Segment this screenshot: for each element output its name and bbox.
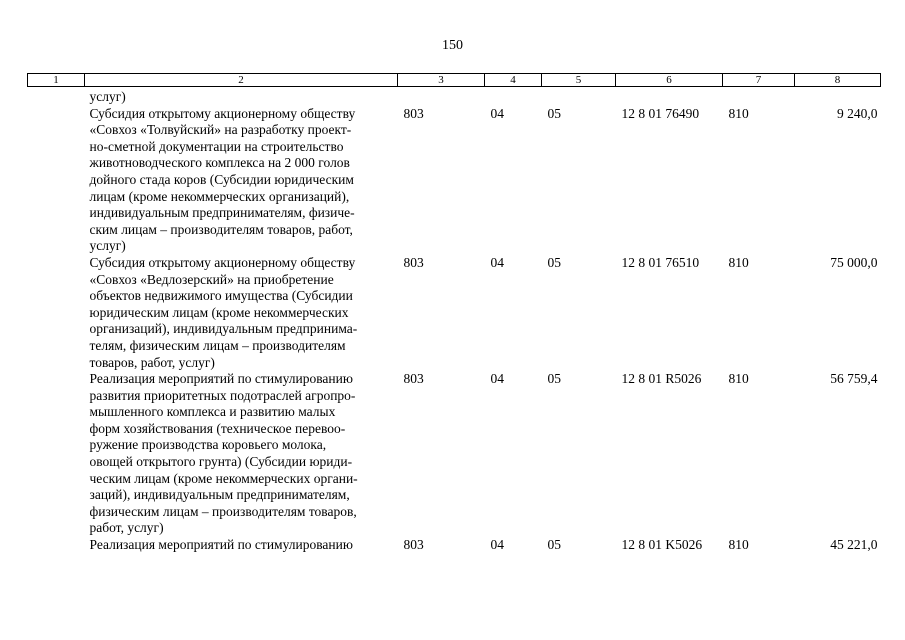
cell-empty: [28, 371, 85, 537]
row-subsection-code: [542, 87, 616, 106]
column-header-7: 7: [723, 74, 795, 87]
cell-empty: [28, 255, 85, 371]
table-row: [28, 106, 881, 255]
row-ministry-code: 803: [403, 254, 424, 270]
table-header-row: [28, 74, 881, 87]
table-row: [28, 537, 881, 554]
row-expense-type: 810: [728, 105, 749, 121]
cell-empty: [28, 106, 85, 255]
row-ministry-code: 803: [403, 105, 424, 121]
table-row: [28, 255, 881, 371]
row-amount: 75 000,0: [830, 254, 878, 270]
row-subsection-code: 05: [547, 371, 561, 387]
table-row: [28, 87, 881, 106]
column-header-3: 3: [398, 74, 485, 87]
row-section-code: 04: [490, 254, 504, 270]
table-row: [28, 371, 881, 537]
column-header-8: 8: [795, 74, 881, 87]
row-target-code: 12 8 01 76510: [621, 254, 700, 270]
page-number: 150: [442, 38, 463, 53]
column-header-1: 1: [28, 74, 85, 87]
row-section-code: 04: [490, 105, 504, 121]
row-amount: 9 240,0: [837, 105, 878, 121]
row-expense-type: 810: [728, 254, 749, 270]
row-amount: [795, 87, 881, 106]
row-amount: 45 221,0: [830, 537, 878, 553]
row-amount: 56 759,4: [830, 371, 878, 387]
row-ministry-code: 803: [403, 537, 424, 553]
row-target-code: 12 8 01 76490: [621, 105, 700, 121]
column-header-2: 2: [85, 74, 398, 87]
column-header-5: 5: [542, 74, 616, 87]
cell-empty: [28, 87, 85, 106]
row-expense-type: 810: [728, 371, 749, 387]
row-description: Субсидия открытому акционерному обществу «Совхоз «Ведлозерский» на приобретение объектов недвижимого имущества (Субсидии юридическим лицам (кроме некоммерческих организаций), индивидуальным предпринима- телям, физическим лицам – производителям товаров, работ, услуг): [89, 254, 358, 370]
row-section-code: [485, 87, 542, 106]
row-subsection-code: 05: [547, 537, 561, 553]
row-expense-type: [723, 87, 795, 106]
column-header-4: 4: [485, 74, 542, 87]
row-description: Реализация мероприятий по стимулированию: [89, 537, 353, 553]
row-description: услуг): [89, 89, 126, 104]
row-target-code: 12 8 01 K5026: [621, 537, 703, 553]
cell-empty: [28, 537, 85, 554]
row-target-code: [616, 87, 723, 106]
row-subsection-code: 05: [547, 105, 561, 121]
row-subsection-code: 05: [547, 254, 561, 270]
row-target-code: 12 8 01 R5026: [621, 371, 702, 387]
column-header-6: 6: [616, 74, 723, 87]
row-expense-type: 810: [728, 537, 749, 553]
budget-table: [27, 73, 881, 554]
row-section-code: 04: [490, 537, 504, 553]
row-description: Реализация мероприятий по стимулированию развития приоритетных подотраслей агропро- мышленного комплекса и развитию малых форм хозяйствования (техническое перевоо- ружение производства коровьего молока, овощей открытого грунта) (Субсидии юриди- ческим лицам (кроме некоммерческих органи- заций), индивидуальным предпринимателям, физическим лицам – производителям товаров, работ, услуг): [89, 371, 358, 536]
row-ministry-code: 803: [403, 371, 424, 387]
row-description: Субсидия открытому акционерному обществу «Совхоз «Толвуйский» на разработку проект- но-сметной документации на строительство животноводческого комплекса на 2 000 голов дойного стада коров (Субсидии юридическим лицам (кроме некоммерческих организаций), индивидуальным предпринимателям, физиче- ским лицам – производителям товаров, работ, услуг): [89, 105, 356, 254]
row-section-code: 04: [490, 371, 504, 387]
row-ministry-code: [398, 87, 485, 106]
